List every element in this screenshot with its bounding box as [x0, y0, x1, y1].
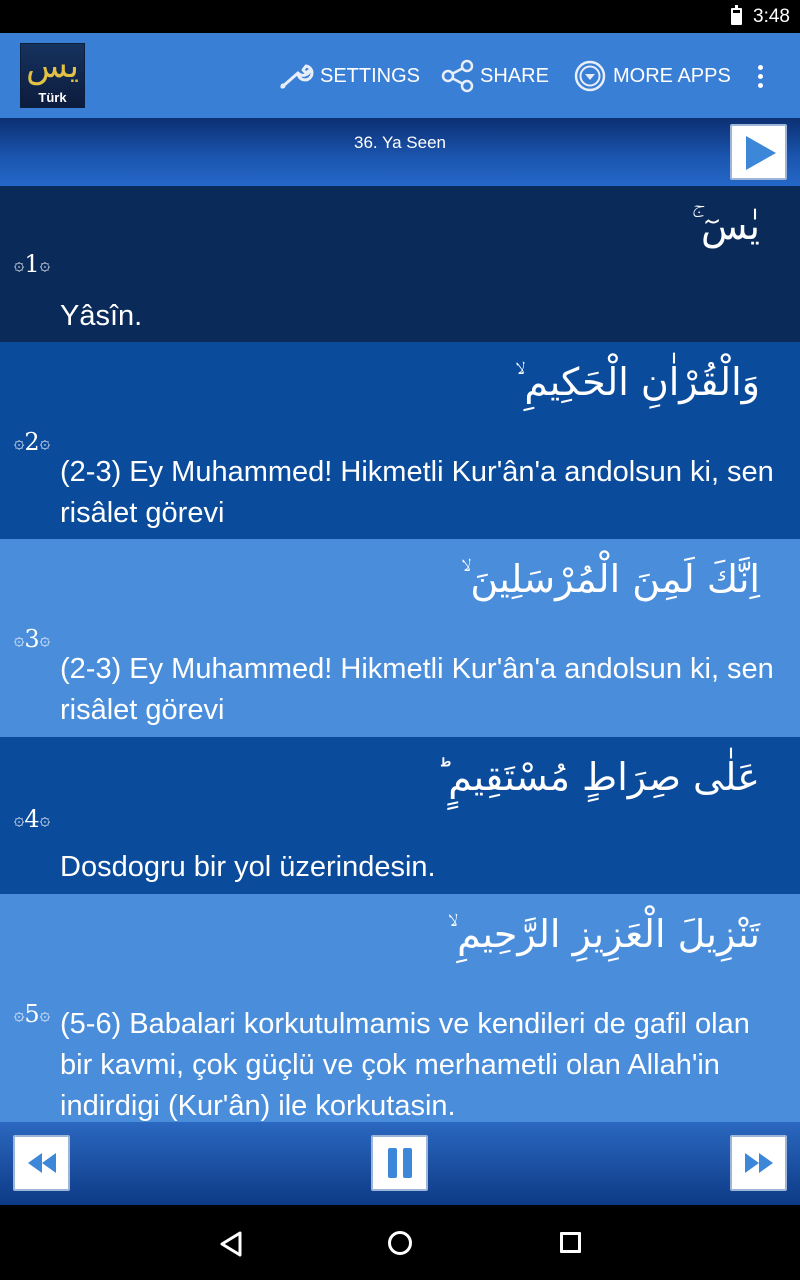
- share-icon: [440, 59, 476, 93]
- verse-item[interactable]: [0, 342, 800, 539]
- back-icon[interactable]: [218, 1230, 244, 1258]
- pause-button[interactable]: [371, 1135, 428, 1191]
- verse-item[interactable]: [0, 894, 800, 1122]
- play-button[interactable]: [730, 124, 787, 180]
- fast-forward-icon: [745, 1153, 773, 1173]
- chevron-down-circle-icon: [573, 59, 609, 93]
- action-bar: [0, 33, 800, 118]
- overflow-menu-icon[interactable]: [748, 61, 772, 91]
- verse-arabic: عَلٰى صِرَاطٍ مُسْتَقِيمٍ ؕ: [436, 755, 760, 799]
- verse-number: 3: [24, 625, 40, 653]
- surah-header: [0, 118, 800, 186]
- verse-list[interactable]: [0, 186, 800, 1122]
- wrench-icon: [276, 60, 316, 92]
- verse-number: 1: [24, 250, 40, 278]
- share-button[interactable]: [440, 59, 549, 93]
- status-bar: [0, 0, 800, 33]
- battery-icon: [731, 8, 742, 25]
- settings-label: SETTINGS: [320, 64, 421, 87]
- verse-item[interactable]: [0, 186, 800, 342]
- verse-number-badge: ۞ 4 ۞: [13, 805, 51, 833]
- rewind-icon: [28, 1153, 56, 1173]
- verse-translation: Yâsîn.: [60, 300, 143, 332]
- verse-number-badge: ۞ 2 ۞: [13, 428, 51, 456]
- verse-translation: (2-3) Ey Muhammed! Hikmetli Kur'ân'a andolsun ki, sen risâlet görevi: [60, 456, 774, 529]
- verse-translation: (5-6) Babalari korkutulmamis ve kendileri de gafil olan bir kavmi, çok güçlü ve çok merhametli olan Allah'in indirdigi (Kur'ân) ile korkutasin.: [60, 1008, 750, 1122]
- share-label: SHARE: [480, 64, 549, 87]
- pause-icon: [385, 1148, 415, 1178]
- verse-number: 4: [24, 805, 40, 833]
- play-icon: [746, 136, 776, 170]
- recent-apps-icon[interactable]: [560, 1232, 581, 1253]
- verse-number-badge: ۞ 3 ۞: [13, 625, 51, 653]
- verse-number-badge: ۞ 5 ۞: [13, 1000, 51, 1028]
- rewind-button[interactable]: [13, 1135, 70, 1191]
- verse-translation: Dosdogru bir yol üzerindesin.: [60, 851, 436, 883]
- navigation-bar: [0, 1205, 800, 1280]
- verse-arabic: تَنْزِيلَ الْعَزِيزِ الرَّحِيمِ ۙ: [447, 912, 760, 956]
- surah-title: 36. Ya Seen: [353, 133, 446, 152]
- verse-item[interactable]: [0, 539, 800, 737]
- verse-arabic: وَالْقُرْاٰنِ الْحَكِيمِ ۙ: [514, 360, 760, 404]
- home-icon[interactable]: [388, 1231, 412, 1255]
- verse-arabic: يٰسٓ ۚ: [691, 204, 760, 248]
- verse-number: 2: [24, 428, 40, 456]
- player-controls: [0, 1122, 800, 1205]
- fast-forward-button[interactable]: [730, 1135, 787, 1191]
- verse-number: 5: [24, 1000, 40, 1028]
- app-logo[interactable]: [20, 43, 85, 108]
- verse-number-badge: ۞ 1 ۞: [13, 250, 51, 278]
- verse-translation: (2-3) Ey Muhammed! Hikmetli Kur'ân'a andolsun ki, sen risâlet görevi: [60, 653, 774, 726]
- settings-button[interactable]: [276, 59, 420, 93]
- verse-item[interactable]: [0, 737, 800, 894]
- verse-arabic: اِنَّكَ لَمِنَ الْمُرْسَلِينَ ۙ: [460, 557, 760, 601]
- status-time: 3:48: [753, 6, 790, 27]
- app-logo-glyph: يس: [26, 46, 79, 86]
- app-logo-label: Türk: [38, 90, 67, 105]
- more-apps-label: MORE APPS: [613, 64, 731, 87]
- more-apps-button[interactable]: [573, 59, 731, 93]
